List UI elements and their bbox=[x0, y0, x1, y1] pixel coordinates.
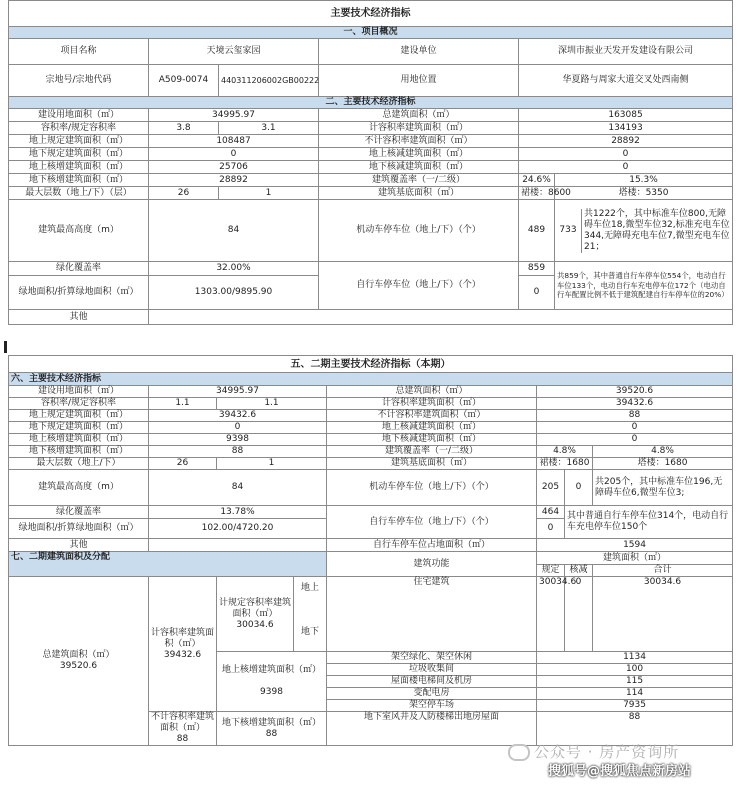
row-label: 地下核增建筑面积（㎡） bbox=[9, 174, 149, 187]
parcel-number: A509-0074 bbox=[149, 65, 219, 97]
p2-other-label: 其他 bbox=[9, 539, 149, 552]
item-name: 架空绿化、架空休闲 bbox=[327, 652, 537, 664]
row-label-2: 建筑基底面积（㎡） bbox=[319, 187, 519, 200]
p2-motor-parking-above: 205 bbox=[537, 470, 565, 506]
row-value-4: 塔楼：1680 bbox=[593, 458, 733, 470]
far-area-label: 计容积率建筑面积（㎡） bbox=[151, 627, 215, 649]
row-label: 最大层数（地上/下）（层） bbox=[9, 187, 149, 200]
item-total: 88 bbox=[537, 712, 733, 746]
row-value-2: 1 bbox=[219, 187, 319, 200]
row-value: 3.8 bbox=[149, 122, 219, 135]
row-value: 34995.97 bbox=[149, 109, 319, 122]
row-label: 地上核增建筑面积（㎡） bbox=[9, 161, 149, 174]
row-value-2: 1.1 bbox=[217, 398, 327, 410]
spec-area-inner bbox=[217, 577, 294, 651]
above-label: 地上 bbox=[300, 583, 319, 593]
far-area-cell bbox=[149, 577, 217, 712]
other-value bbox=[149, 310, 733, 325]
item-name: 架空停车场 bbox=[327, 700, 537, 712]
nofar-label: 不计容积率建筑面积（㎡） bbox=[151, 712, 215, 733]
p2-green-coverage-label: 绿化覆盖率 bbox=[9, 506, 149, 519]
bike-parking-total: 859 bbox=[519, 262, 555, 276]
row-label: 地上规定建筑面积（㎡） bbox=[9, 135, 149, 148]
row-value: 9398 bbox=[149, 434, 327, 446]
row-label: 最大层数（地上/下） bbox=[9, 458, 149, 470]
indicator-row bbox=[9, 434, 733, 446]
spec-area-label: 计规定容积率建筑面积（㎡） bbox=[219, 597, 292, 619]
indicator-row bbox=[9, 386, 733, 398]
indicator-row bbox=[9, 458, 733, 470]
nofar-value: 88 bbox=[176, 734, 189, 744]
row-value: 108487 bbox=[149, 135, 319, 148]
section-7-header: 七、二期建筑面积及分配 bbox=[9, 552, 327, 577]
area-label: 建筑面积（㎡） bbox=[537, 552, 733, 565]
row-value-3: 0 bbox=[519, 161, 733, 174]
row-label-2: 不计容积率建筑面积（㎡） bbox=[319, 135, 519, 148]
max-height-value: 84 bbox=[149, 200, 319, 262]
green-area-label: 绿地面积/折算绿地面积（㎡） bbox=[9, 276, 149, 310]
row-value-3: 134193 bbox=[519, 122, 733, 135]
row-label: 地下核增建筑面积（㎡） bbox=[9, 446, 149, 458]
col-spec: 规定 bbox=[537, 565, 565, 577]
bike-parking-below: 0 bbox=[519, 276, 555, 310]
item-total: 1134 bbox=[537, 652, 733, 664]
p2-max-height-value: 84 bbox=[149, 470, 327, 506]
item-name: 地下室风井及人防楼梯出地房屋面 bbox=[327, 712, 537, 746]
parcel-code: 440311206002GB00222 bbox=[219, 65, 319, 97]
location-value: 华夏路与周家大道交叉处西南侧 bbox=[519, 65, 733, 97]
indicator-row bbox=[9, 446, 733, 458]
indicator-row bbox=[9, 187, 733, 200]
under-value: 88 bbox=[265, 728, 278, 739]
row-label: 建设用地面积（㎡） bbox=[9, 109, 149, 122]
separator-mark bbox=[4, 341, 7, 353]
row-value-3: 0 bbox=[519, 148, 733, 161]
p2-green-area-label: 绿地面积/折算绿地面积（㎡） bbox=[9, 519, 149, 539]
phase-2-indicators-table bbox=[8, 355, 733, 746]
p2-bike-parking-label: 自行车停车位（地上/下）（个） bbox=[327, 506, 537, 539]
row-value-3: 4.8% bbox=[537, 446, 593, 458]
green-coverage-label: 绿化覆盖率 bbox=[9, 262, 149, 276]
bike-parking-note: 共859个，其中普通自行车停车位554个，电动自行车位133个，电动自行车充电停车位172个（电动自行车配置比例不低于建筑配建自行车停车位的20%） bbox=[555, 262, 733, 310]
row-value-3: 39432.6 bbox=[537, 398, 733, 410]
indicator-row bbox=[9, 109, 733, 122]
row-value-3: 28892 bbox=[519, 135, 733, 148]
far-area-value: 39432.6 bbox=[163, 649, 202, 660]
row-value: 34995.97 bbox=[149, 386, 327, 398]
section-1-header: 一、项目概况 bbox=[9, 27, 733, 39]
section-2-rows bbox=[9, 109, 733, 200]
add-area-cell bbox=[217, 652, 327, 712]
row-label-2: 地下核减建筑面积（㎡） bbox=[319, 161, 519, 174]
page-title: 主要技术经济指标 bbox=[9, 1, 733, 27]
function-label: 建筑功能 bbox=[327, 552, 537, 577]
row-value-2: 3.1 bbox=[219, 122, 319, 135]
section-2-header: 二、主要技术经济指标 bbox=[9, 97, 733, 109]
total-area-value: 39520.6 bbox=[59, 661, 98, 671]
row-value-3: 88 bbox=[537, 410, 733, 422]
above-below-cell bbox=[294, 577, 327, 651]
under-label: 地下核增建筑面积（㎡） bbox=[221, 717, 321, 728]
item-total: 7935 bbox=[537, 700, 733, 712]
row-value: 26 bbox=[149, 187, 219, 200]
row-value-4: 4.8% bbox=[593, 446, 733, 458]
project-name-value: 天境云玺家园 bbox=[149, 39, 319, 65]
row-label-2: 计容积率建筑面积（㎡） bbox=[319, 122, 519, 135]
row-value-4: 15.3% bbox=[555, 174, 733, 187]
row-label-2: 不计容积率建筑面积（㎡） bbox=[327, 410, 537, 422]
residential-name: 住宅建筑 bbox=[327, 577, 537, 652]
row-value: 88 bbox=[149, 446, 327, 458]
p2-green-area-value: 102.00/4720.20 bbox=[149, 519, 327, 539]
row-label-2: 地上核减建筑面积（㎡） bbox=[327, 422, 537, 434]
row-label-2: 建筑基底面积（㎡） bbox=[327, 458, 537, 470]
watermark-sohu: 搜狐号@搜狐焦点新房站 bbox=[548, 764, 692, 779]
indicator-row bbox=[9, 148, 733, 161]
page-separator bbox=[0, 338, 740, 354]
total-area-cell bbox=[9, 577, 149, 746]
bike-area-label: 自行车停车位占地面积（㎡） bbox=[327, 539, 537, 552]
col-total: 合计 bbox=[593, 565, 733, 577]
residential-adjust: 0 bbox=[565, 577, 593, 652]
wechat-icon bbox=[508, 744, 530, 761]
under-cell bbox=[217, 712, 327, 746]
row-label-2: 地上核减建筑面积（㎡） bbox=[319, 148, 519, 161]
row-label: 容积率/规定容积率 bbox=[9, 398, 149, 410]
row-value: 1.1 bbox=[149, 398, 217, 410]
col-adjust: 核减 bbox=[565, 565, 593, 577]
watermark-wechat bbox=[508, 741, 679, 762]
add-area-value: 9398 bbox=[260, 687, 283, 697]
main-indicators-table bbox=[8, 0, 733, 325]
item-name: 垃圾收集间 bbox=[327, 664, 537, 676]
parcel-label: 宗地号/宗地代码 bbox=[9, 65, 149, 97]
developer-value: 深圳市振业天发开发建设有限公司 bbox=[519, 39, 733, 65]
row-label: 容积率/规定容积率 bbox=[9, 122, 149, 135]
project-name-label: 项目名称 bbox=[9, 39, 149, 65]
row-value: 28892 bbox=[149, 174, 319, 187]
row-value: 39432.6 bbox=[149, 410, 327, 422]
row-label: 地上规定建筑面积（㎡） bbox=[9, 410, 149, 422]
spec-area-cell bbox=[217, 577, 327, 652]
indicator-row bbox=[9, 161, 733, 174]
indicator-row bbox=[9, 410, 733, 422]
row-label: 建设用地面积（㎡） bbox=[9, 386, 149, 398]
location-label: 用地位置 bbox=[319, 65, 519, 97]
section-6-rows bbox=[9, 386, 733, 470]
row-value-3: 39520.6 bbox=[537, 386, 733, 398]
row-value: 0 bbox=[149, 422, 327, 434]
indicator-row bbox=[9, 398, 733, 410]
p2-motor-parking-note: 共205个，其中标准车位196,无障碍车位6,微型车位3; bbox=[593, 470, 733, 506]
p2-motor-parking-label: 机动车停车位（地上/下）（个） bbox=[327, 470, 537, 506]
below-label: 地下 bbox=[300, 627, 319, 637]
row-label: 地下规定建筑面积（㎡） bbox=[9, 148, 149, 161]
indicator-row bbox=[9, 422, 733, 434]
motor-parking-label: 机动车停车位（地上/下）（个） bbox=[319, 200, 519, 262]
item-total: 115 bbox=[537, 676, 733, 688]
row-label-2: 总建筑面积（㎡） bbox=[327, 386, 537, 398]
row-label-2: 计容积率建筑面积（㎡） bbox=[327, 398, 537, 410]
p2-bike-parking-total: 464 bbox=[537, 506, 565, 519]
row-value: 26 bbox=[149, 458, 217, 470]
nofar-cell bbox=[149, 712, 217, 746]
residential-total: 30034.6 bbox=[593, 577, 733, 652]
max-height-label: 建筑最高高度（m） bbox=[9, 200, 149, 262]
row-value: 0 bbox=[149, 148, 319, 161]
item-name: 屋面楼电梯间及机房 bbox=[327, 676, 537, 688]
developer-label: 建设单位 bbox=[319, 39, 519, 65]
row-label: 地下规定建筑面积（㎡） bbox=[9, 422, 149, 434]
row-value: 25706 bbox=[149, 161, 319, 174]
row-label-2: 建筑覆盖率（一/二级） bbox=[319, 174, 519, 187]
row-value-3: 0 bbox=[537, 422, 733, 434]
item-total: 114 bbox=[537, 688, 733, 700]
row-value-3: 0 bbox=[537, 434, 733, 446]
row-value-3: 163085 bbox=[519, 109, 733, 122]
row-label-2: 地下核减建筑面积（㎡） bbox=[327, 434, 537, 446]
item-total: 100 bbox=[537, 664, 733, 676]
watermark-line1: 公众号 · 房产资询所 bbox=[534, 743, 680, 761]
row-value-2: 1 bbox=[217, 458, 327, 470]
bike-parking-label: 自行车停车位（地上/下）（个） bbox=[319, 262, 519, 310]
p2-bike-parking-below: 0 bbox=[537, 519, 565, 539]
row-label-2: 总建筑面积（㎡） bbox=[319, 109, 519, 122]
indicator-row bbox=[9, 174, 733, 187]
row-label-2: 建筑覆盖率（一/二级） bbox=[327, 446, 537, 458]
row-label: 地上核增建筑面积（㎡） bbox=[9, 434, 149, 446]
total-area-label: 总建筑面积（㎡） bbox=[42, 650, 115, 660]
p2-green-coverage-value: 13.78% bbox=[149, 506, 327, 519]
residential-spec: 30034.6 bbox=[537, 577, 565, 652]
section-6-header: 六、主要技术经济指标 bbox=[9, 373, 733, 386]
p2-motor-parking-below: 0 bbox=[565, 470, 593, 506]
indicator-row bbox=[9, 135, 733, 148]
motor-parking-above: 489 bbox=[519, 200, 555, 262]
row-value-3: 24.6% bbox=[519, 174, 555, 187]
green-coverage-value: 32.00% bbox=[149, 262, 319, 276]
other-label: 其他 bbox=[9, 310, 149, 325]
p2-other-value bbox=[149, 539, 327, 552]
row-value-3: 裙楼：8600 bbox=[519, 187, 555, 200]
row-value-4: 塔楼：5350 bbox=[555, 187, 733, 200]
motor-parking-note: 共1222个，其中标准车位800,无障碍车位18,微型车位32,标准充电车位344,无障碍充电车位7,微型充电车位21； bbox=[584, 208, 730, 252]
item-name: 变配电房 bbox=[327, 688, 537, 700]
p2-max-height-label: 建筑最高高度（m） bbox=[9, 470, 149, 506]
row-value-3: 裙楼：1680 bbox=[537, 458, 593, 470]
indicator-row bbox=[9, 122, 733, 135]
bike-area-value: 1594 bbox=[537, 539, 733, 552]
green-area-value: 1303.00/9895.90 bbox=[149, 276, 319, 310]
phase-2-title: 五、二期主要技术经济指标（本期） bbox=[9, 356, 733, 373]
motor-parking-below: 733 bbox=[555, 209, 582, 253]
spec-area-value: 30034.6 bbox=[236, 619, 274, 630]
add-area-label: 地上核增建筑面积（㎡） bbox=[221, 665, 321, 675]
p2-bike-parking-note: 其中普通自行车停车位314个，电动自行车充电停车位150个 bbox=[565, 506, 733, 539]
